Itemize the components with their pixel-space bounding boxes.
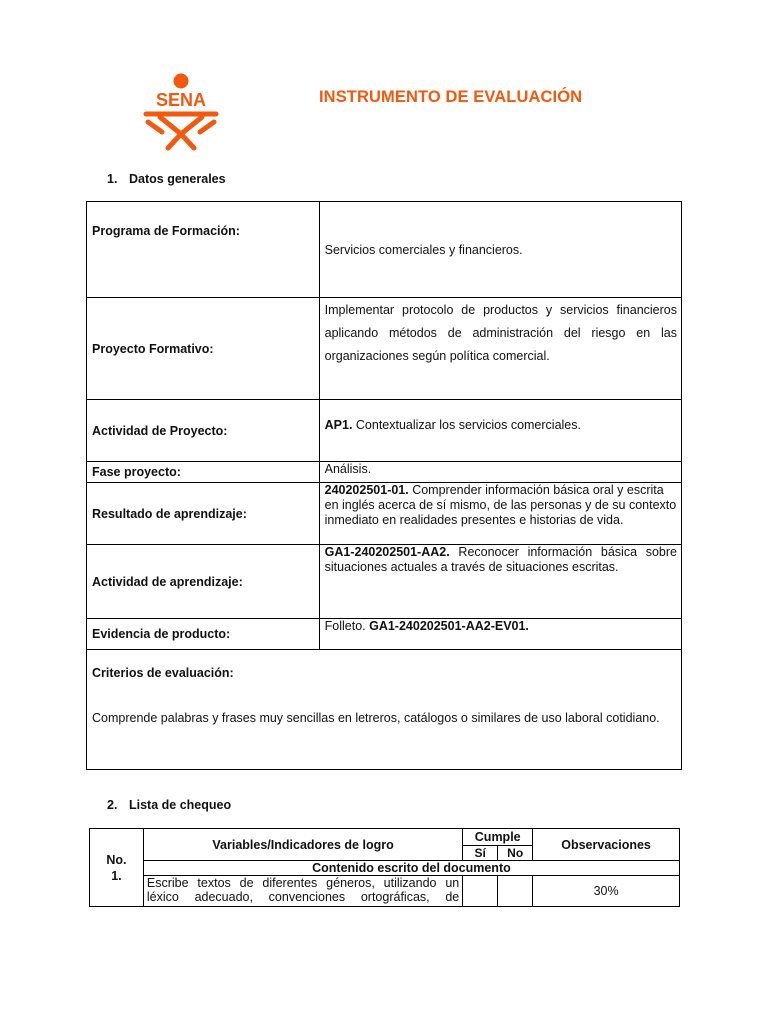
table-row xyxy=(87,650,682,770)
value-resultado xyxy=(319,483,681,545)
value-text: Reconocer información básica sobre situaciones actuales a través de situaciones escritas. xyxy=(324,545,677,574)
section-2-heading xyxy=(107,798,231,812)
label-proyecto: Proyecto Formativo: xyxy=(87,298,320,400)
no-column xyxy=(90,829,144,907)
contenido-subheader: Contenido escrito del documento xyxy=(143,861,679,876)
table-row xyxy=(87,462,682,483)
section-2-number: 2. xyxy=(107,798,118,812)
table-row xyxy=(87,298,682,400)
value-bold: AP1. xyxy=(324,418,353,432)
si-header: Sí xyxy=(463,846,498,861)
value-bold: 240202501-01. xyxy=(324,483,409,497)
section-1-heading xyxy=(107,172,226,186)
section-1-number: 1. xyxy=(107,172,118,186)
table-row xyxy=(87,619,682,650)
si-checkbox-cell[interactable] xyxy=(463,876,498,907)
value-bold: GA1-240202501-AA2. xyxy=(324,545,450,559)
criterios-cell xyxy=(87,650,682,770)
no-value: 1. xyxy=(111,868,122,883)
label-resultado: Resultado de aprendizaje: xyxy=(87,483,320,545)
label-evidencia: Evidencia de producto: xyxy=(87,619,320,650)
svg-text:SENA: SENA xyxy=(155,90,207,110)
table-row xyxy=(90,861,680,876)
item-observaciones: 30% xyxy=(533,876,680,907)
document-title: INSTRUMENTO DE EVALUACIÓN xyxy=(319,88,583,106)
label-actividad-aprendizaje: Actividad de aprendizaje: xyxy=(87,545,320,619)
value-evidencia xyxy=(319,619,681,650)
table-row xyxy=(87,202,682,298)
variables-header: Variables/Indicadores de logro xyxy=(143,829,462,861)
table-row xyxy=(90,876,680,907)
label-programa: Programa de Formación: xyxy=(87,202,320,298)
value-bold: GA1-240202501-AA2-EV01. xyxy=(369,619,529,633)
value-text: Contextualizar los servicios comerciales. xyxy=(352,418,581,432)
label-fase: Fase proyecto: xyxy=(87,462,320,483)
value-text: Folleto. xyxy=(324,619,370,633)
value-text: Comprender información básica oral y escrita en inglés acerca de sí mismo, de las personas y de su contexto inmediato en realidades presentes e historias de vida. xyxy=(324,483,677,527)
section-1-title: Datos generales xyxy=(129,172,226,186)
table-row xyxy=(90,829,680,846)
value-criterios: Comprende palabras y frases muy sencillas en letreros, catálogos o similares de uso laboral cotidiano. xyxy=(92,711,660,725)
label-actividad-proyecto: Actividad de Proyecto: xyxy=(87,400,320,462)
item-text: Escribe textos de diferentes géneros, utilizando un léxico adecuado, convenciones ortográficas, de xyxy=(143,876,462,907)
sena-logo xyxy=(140,72,222,152)
lista-chequeo-table xyxy=(89,828,680,907)
section-2-title: Lista de chequeo xyxy=(129,798,232,812)
value-programa: Servicios comerciales y financieros. xyxy=(319,202,681,298)
value-proyecto: Implementar protocolo de productos y servicios financieros aplicando métodos de administración del riesgo en las organizaciones según política comercial. xyxy=(319,298,681,400)
table-row xyxy=(87,545,682,619)
no-col-header: No xyxy=(498,846,533,861)
value-fase: Análisis. xyxy=(319,462,681,483)
value-actividad-proyecto xyxy=(319,400,681,462)
datos-generales-table xyxy=(86,201,682,770)
cumple-header: Cumple xyxy=(463,829,533,846)
label-criterios: Criterios de evaluación: xyxy=(92,666,234,680)
no-checkbox-cell[interactable] xyxy=(498,876,533,907)
no-header: No. xyxy=(106,852,127,867)
table-row xyxy=(87,400,682,462)
observaciones-header: Observaciones xyxy=(533,829,680,861)
table-row xyxy=(87,483,682,545)
value-actividad-aprendizaje xyxy=(319,545,681,619)
